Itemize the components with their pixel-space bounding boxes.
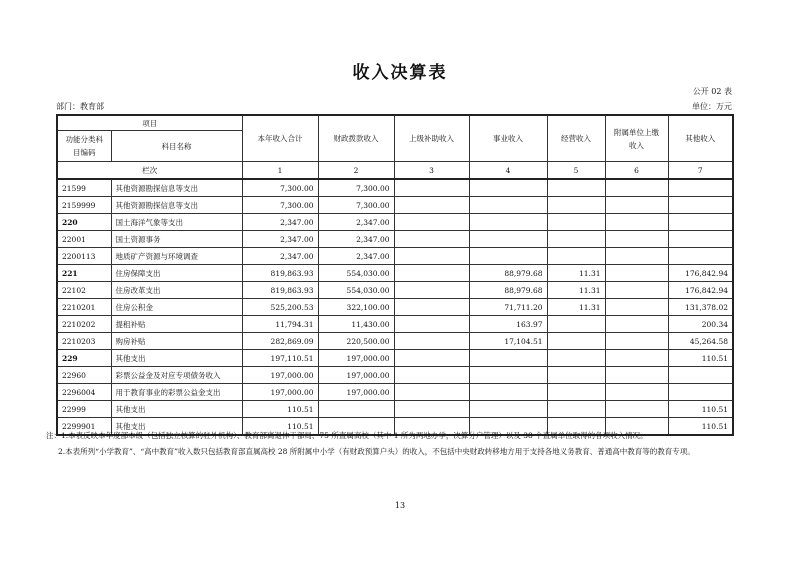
row-superior [394,214,469,231]
row-superior [394,248,469,265]
row-code: 2299901 [57,418,111,436]
row-career: 71,711.20 [469,299,547,316]
row-other: 200.34 [668,316,733,333]
row-affiliated [605,316,668,333]
row-affiliated [605,333,668,350]
row-other [668,179,733,197]
row-career [469,179,547,197]
row-affiliated [605,299,668,316]
row-operating [547,367,605,384]
row-affiliated [605,350,668,367]
row-total: 197,000.00 [242,384,318,401]
row-affiliated [605,282,668,299]
row-fiscal: 2,347.00 [318,231,394,248]
row-operating [547,248,605,265]
row-operating: 11.31 [547,299,605,316]
row-operating: 11.31 [547,265,605,282]
row-code: 22999 [57,401,111,418]
row-superior [394,367,469,384]
row-career [469,367,547,384]
row-other [668,231,733,248]
row-career: 88,979.68 [469,265,547,282]
header-column-label: 栏次 [57,162,242,180]
row-code: 22102 [57,282,111,299]
header-func-code: 功能分类科目编码 [57,131,111,162]
table-row [57,384,733,401]
header-superior: 上级补助收入 [394,115,469,162]
income-table [56,114,734,436]
page-number: 13 [394,501,406,510]
header-subject-name: 科目名称 [111,131,242,162]
row-operating [547,231,605,248]
row-superior [394,299,469,316]
row-code: 21599 [57,179,111,197]
row-affiliated [605,384,668,401]
row-total: 2,347.00 [242,214,318,231]
row-total: 282,869.09 [242,333,318,350]
row-superior [394,350,469,367]
row-fiscal: 554,030.00 [318,282,394,299]
row-other [668,214,733,231]
row-other: 45,264.58 [668,333,733,350]
column-number: 1 [242,162,318,180]
row-fiscal [318,401,394,418]
row-total: 525,200.53 [242,299,318,316]
row-total: 197,110.51 [242,350,318,367]
row-superior [394,231,469,248]
column-number: 4 [469,162,547,180]
row-other [668,384,733,401]
row-affiliated [605,179,668,197]
row-code: 2159999 [57,197,111,214]
row-fiscal: 7,300.00 [318,197,394,214]
row-superior [394,265,469,282]
column-number: 7 [668,162,733,180]
row-fiscal: 2,347.00 [318,214,394,231]
row-operating [547,197,605,214]
row-code: 2210201 [57,299,111,316]
unit-label: 单位：万元 [692,102,732,111]
row-name: 其他支出 [111,350,242,367]
row-name: 提租补贴 [111,316,242,333]
row-name: 其他资源勘探信息等支出 [111,197,242,214]
row-superior [394,179,469,197]
row-operating [547,333,605,350]
row-other: 110.51 [668,350,733,367]
row-other: 176,842.94 [668,265,733,282]
row-other [668,197,733,214]
row-total: 11,794.31 [242,316,318,333]
header-career: 事业收入 [469,115,547,162]
row-operating [547,214,605,231]
row-code: 220 [57,214,111,231]
footnote-2: 2.本表所列“小学教育”、“高中教育”收入数只包括教育部直属高校 28 所附属中小学（有财政预算户头）的收入，不包括中央财政转移地方用于支持各地义务教育、普通高中教育等的教育专项。 [58,447,695,456]
row-superior [394,316,469,333]
row-operating [547,350,605,367]
header-fiscal: 财政拨款收入 [318,115,394,162]
row-affiliated [605,197,668,214]
row-operating: 11.31 [547,282,605,299]
row-other: 176,842.94 [668,282,733,299]
row-total: 2,347.00 [242,231,318,248]
table-row [57,265,733,282]
table-row [57,299,733,316]
table-row [57,214,733,231]
row-superior [394,333,469,350]
column-number: 6 [605,162,668,180]
row-code: 221 [57,265,111,282]
table-row [57,282,733,299]
row-career [469,231,547,248]
row-career [469,384,547,401]
row-fiscal: 197,000.00 [318,384,394,401]
row-operating [547,384,605,401]
table-row [57,333,733,350]
row-career [469,197,547,214]
table-row [57,231,733,248]
row-name: 住房公积金 [111,299,242,316]
form-code: 公开 02 表 [692,87,732,96]
page-title: 收入决算表 [352,63,448,83]
row-career: 88,979.68 [469,282,547,299]
row-name: 国土海洋气象等支出 [111,214,242,231]
row-total: 819,863.93 [242,265,318,282]
row-affiliated [605,367,668,384]
row-name: 其他支出 [111,401,242,418]
table-row [57,248,733,265]
row-affiliated [605,265,668,282]
row-affiliated [605,248,668,265]
row-name: 彩票公益金及对应专项债务收入 [111,367,242,384]
row-total: 819,863.93 [242,282,318,299]
row-total: 110.51 [242,401,318,418]
column-number: 3 [394,162,469,180]
row-code: 2296004 [57,384,111,401]
row-fiscal: 322,100.00 [318,299,394,316]
row-total: 2,347.00 [242,248,318,265]
row-career [469,401,547,418]
row-fiscal: 197,000.00 [318,350,394,367]
row-operating [547,179,605,197]
row-total: 110.51 [242,418,318,436]
row-fiscal: 554,030.00 [318,265,394,282]
row-career [469,350,547,367]
row-fiscal: 197,000.00 [318,367,394,384]
row-name: 地质矿产资源与环境调查 [111,248,242,265]
row-superior [394,197,469,214]
row-fiscal: 2,347.00 [318,248,394,265]
table-row [57,316,733,333]
table-row [57,401,733,418]
header-other: 其他收入 [668,115,733,162]
row-other: 131,378.02 [668,299,733,316]
row-career [469,214,547,231]
row-fiscal: 11,430.00 [318,316,394,333]
row-code: 229 [57,350,111,367]
row-name: 国土资源事务 [111,231,242,248]
row-career: 17,104.51 [469,333,547,350]
table-row [57,350,733,367]
row-name: 其他资源勘探信息等支出 [111,179,242,197]
row-career: 163.97 [469,316,547,333]
row-code: 2210202 [57,316,111,333]
row-other [668,367,733,384]
row-code: 2210203 [57,333,111,350]
row-name: 住房保障支出 [111,265,242,282]
row-name: 购房补贴 [111,333,242,350]
row-total: 197,000.00 [242,367,318,384]
header-operating: 经营收入 [547,115,605,162]
row-fiscal: 7,300.00 [318,179,394,197]
row-code: 22960 [57,367,111,384]
header-total: 本年收入合计 [242,115,318,162]
row-name: 住房改革支出 [111,282,242,299]
row-name: 其他支出 [111,418,242,436]
row-superior [394,282,469,299]
table-row [57,197,733,214]
department-label: 部门：教育部 [56,102,104,111]
footnote-1: 注：1.本表反映本年度部本级（包括独立核算的驻外机构）、教育部离退休干部局、75 所直属高校（其中 1 所为两地办学，决算分户管理）以及 38 个直属单位取得的各项收入情况。 [46,431,648,440]
row-affiliated [605,401,668,418]
header-affiliated: 附属单位上缴收入 [605,115,668,162]
row-superior [394,384,469,401]
row-affiliated [605,214,668,231]
row-career [469,248,547,265]
row-affiliated [605,231,668,248]
row-superior [394,401,469,418]
column-number: 2 [318,162,394,180]
row-other [668,248,733,265]
row-code: 2200113 [57,248,111,265]
column-number: 5 [547,162,605,180]
table-row [57,367,733,384]
row-operating [547,401,605,418]
row-code: 22001 [57,231,111,248]
row-total: 7,300.00 [242,179,318,197]
row-other: 110.51 [668,401,733,418]
table-row [57,179,733,197]
header-project: 项目 [57,115,242,131]
row-name: 用于教育事业的彩票公益金支出 [111,384,242,401]
row-operating [547,316,605,333]
row-fiscal: 220,500.00 [318,333,394,350]
row-total: 7,300.00 [242,197,318,214]
row-other: 110.51 [668,418,733,436]
